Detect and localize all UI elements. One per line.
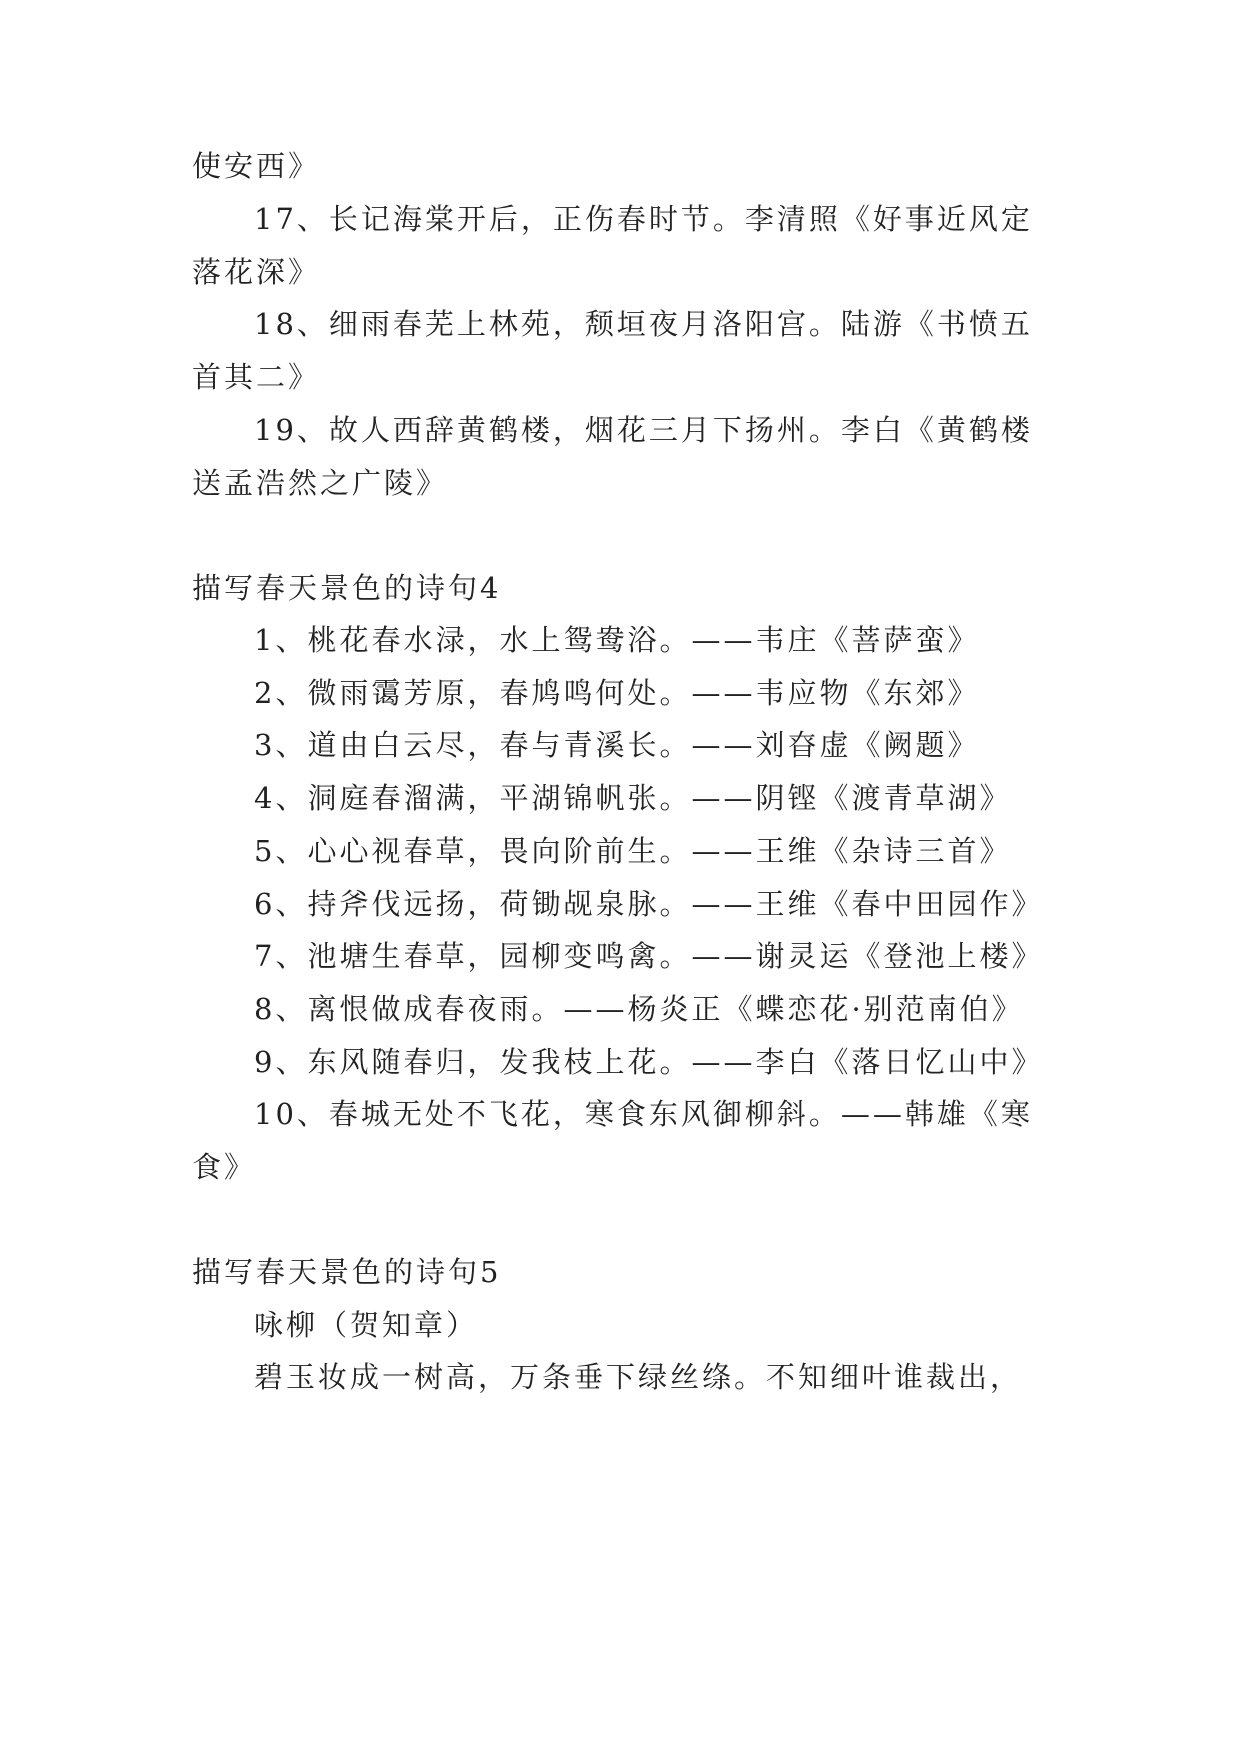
poem-line: 18、细雨春芜上林苑，颓垣夜月洛阳宫。陆游《书愤五 <box>254 307 1033 341</box>
poem-line: 6、持斧伐远扬，荷锄觇泉脉。——王维《春中田园作》 <box>254 887 1044 921</box>
poem-line: 10、春城无处不飞花，寒食东风御柳斜。——韩雄《寒 <box>254 1097 1033 1131</box>
poem-title: 咏柳（贺知章） <box>254 1308 479 1342</box>
poem-line: 碧玉妆成一树高，万条垂下绿丝绦。不知细叶谁裁出， <box>254 1360 1023 1394</box>
section-heading: 描写春天景色的诗句5 <box>192 1255 502 1289</box>
poem-line: 1、桃花春水渌，水上鸳鸯浴。——韦庄《菩萨蛮》 <box>254 623 980 657</box>
poem-line: 17、长记海棠开后，正伤春时节。李清照《好事近风定 <box>254 202 1033 236</box>
poem-line: 2、微雨霭芳原，春鸠鸣何处。——韦应物《东郊》 <box>254 676 980 710</box>
text-line: 食》 <box>192 1150 257 1184</box>
poem-line: 8、离恨做成春夜雨。——杨炎正《蝶恋花·别范南伯》 <box>254 992 1024 1026</box>
poem-line: 19、故人西辞黄鹤楼，烟花三月下扬州。李白《黄鹤楼 <box>254 413 1033 447</box>
poem-line: 3、道由白云尽，春与青溪长。——刘昚虚《阙题》 <box>254 728 980 762</box>
poem-line: 9、东风随春归，发我枝上花。——李白《落日忆山中》 <box>254 1045 1044 1079</box>
text-line: 送孟浩然之广陵》 <box>192 466 449 500</box>
poem-line: 5、心心视春草，畏向阶前生。——王维《杂诗三首》 <box>254 834 1012 868</box>
poem-line: 4、洞庭春溜满，平湖锦帆张。——阴铿《渡青草湖》 <box>254 781 1012 815</box>
section-heading: 描写春天景色的诗句4 <box>192 571 502 605</box>
text-line: 落花深》 <box>192 255 321 289</box>
text-line: 首其二》 <box>192 360 321 394</box>
poem-line: 7、池塘生春草，园柳变鸣禽。——谢灵运《登池上楼》 <box>254 939 1044 973</box>
text-line: 使安西》 <box>192 149 321 183</box>
